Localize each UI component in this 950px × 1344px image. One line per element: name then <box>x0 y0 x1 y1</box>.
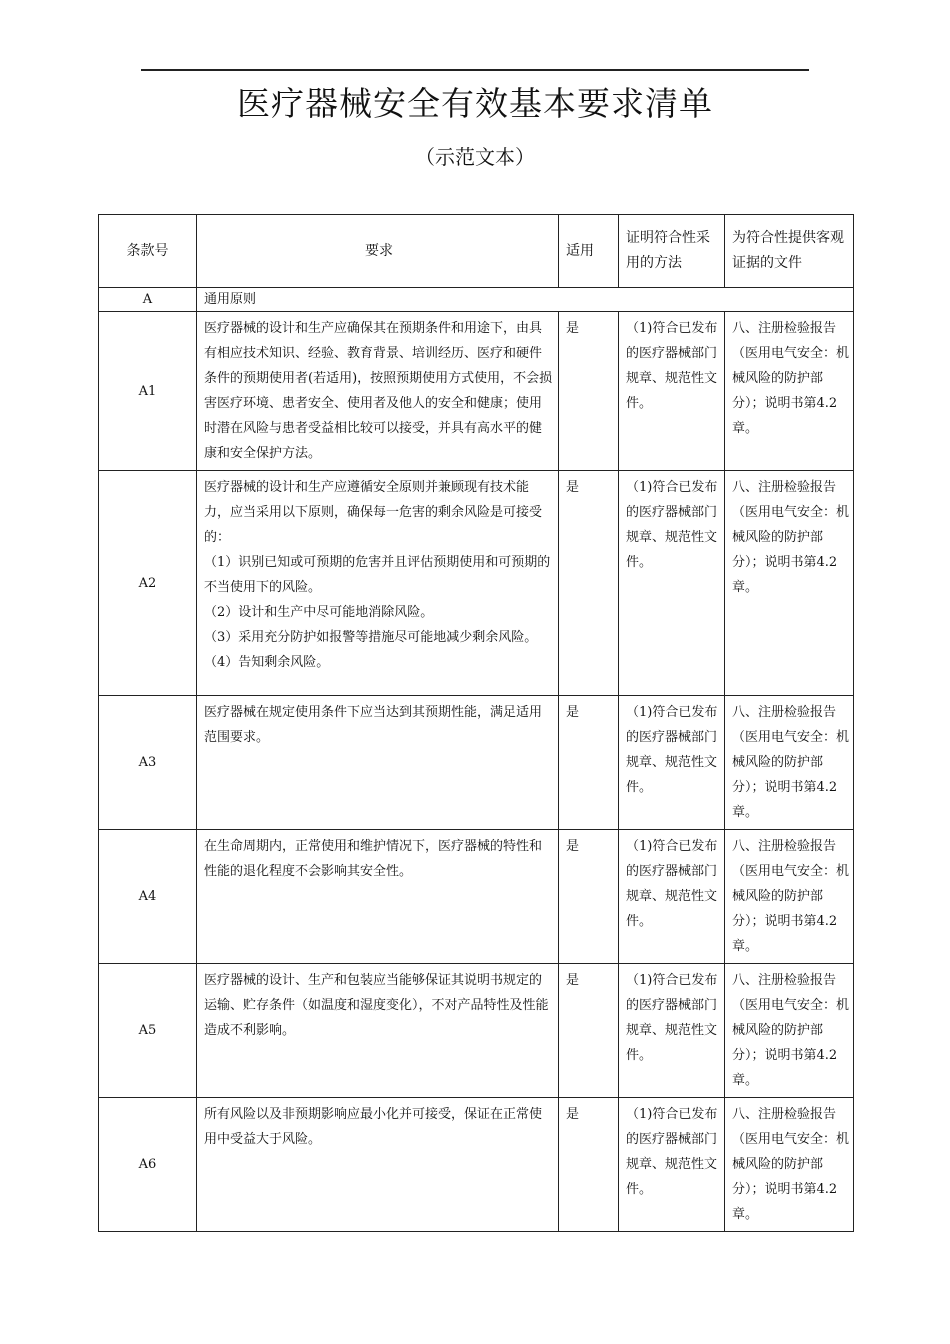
requirement-line: 在生命周期内，正常使用和维护情况下，医疗器械的特性和性能的退化程度不会影响其安全性。 <box>204 839 543 879</box>
evidence-text: 八、注册检验报告（医用电气安全：机械风险的防护部分）；说明书第4.2章。 <box>725 471 854 696</box>
table-row <box>99 696 854 830</box>
evidence-text: 八、注册检验报告（医用电气安全：机械风险的防护部分）；说明书第4.2章。 <box>725 964 854 1098</box>
applicable-value: 是 <box>559 312 619 471</box>
header-requirement: 要求 <box>197 215 559 288</box>
requirement-line: 所有风险以及非预期影响应最小化并可接受，保证在正常使用中受益大于风险。 <box>204 1107 543 1147</box>
clause-id: A1 <box>99 312 197 471</box>
header-clause: 条款号 <box>99 215 197 288</box>
clause-id: A2 <box>99 471 197 696</box>
requirement-text <box>197 830 559 964</box>
document-subtitle: （示范文本） <box>415 145 535 169</box>
requirements-table <box>98 214 854 1232</box>
table-row <box>99 964 854 1098</box>
applicable-value: 是 <box>559 830 619 964</box>
requirement-line: （2）设计和生产中尽可能地消除风险。 <box>204 605 434 620</box>
evidence-text: 八、注册检验报告（医用电气安全：机械风险的防护部分）；说明书第4.2章。 <box>725 1098 854 1232</box>
applicable-value: 是 <box>559 471 619 696</box>
requirement-line: 医疗器械在规定使用条件下应当达到其预期性能，满足适用范围要求。 <box>204 705 543 745</box>
applicable-value: 是 <box>559 964 619 1098</box>
requirement-line: 医疗器械的设计和生产应确保其在预期条件和用途下，由具有相应技术知识、经验、教育背景、培训经历、医疗和硬件条件的预期使用者(若适用)，按照预期使用方式使用，不会损害医疗环境、患者安全、使用者及他人的安全和健康；使用时潜在风险与患者受益相比较可以接受，并具有高水平的健康和安全保护方法。 <box>204 321 553 461</box>
requirement-line: （1）识别已知或可预期的危害并且评估预期使用和可预期的不当使用下的风险。 <box>204 555 551 595</box>
clause-id: A3 <box>99 696 197 830</box>
header-rule <box>141 69 809 71</box>
method-text: （1)符合已发布的医疗器械部门规章、规范性文件。 <box>619 471 725 696</box>
method-text: （1)符合已发布的医疗器械部门规章、规范性文件。 <box>619 696 725 830</box>
evidence-text: 八、注册检验报告（医用电气安全：机械风险的防护部分）；说明书第4.2章。 <box>725 696 854 830</box>
method-text: （1)符合已发布的医疗器械部门规章、规范性文件。 <box>619 312 725 471</box>
clause-id: A6 <box>99 1098 197 1232</box>
method-text: （1)符合已发布的医疗器械部门规章、规范性文件。 <box>619 830 725 964</box>
requirement-text <box>197 1098 559 1232</box>
requirement-line: 医疗器械的设计、生产和包装应当能够保证其说明书规定的运输、贮存条件（如温度和湿度变化），不对产品特性及性能造成不利影响。 <box>204 973 549 1038</box>
clause-id: A5 <box>99 964 197 1098</box>
clause-id: A4 <box>99 830 197 964</box>
section-row <box>99 288 854 312</box>
table-row <box>99 312 854 471</box>
requirement-line: （3）采用充分防护如报警等措施尽可能地减少剩余风险。 <box>204 630 538 645</box>
requirement-text <box>197 696 559 830</box>
applicable-value: 是 <box>559 1098 619 1232</box>
method-text: （1)符合已发布的医疗器械部门规章、规范性文件。 <box>619 964 725 1098</box>
requirement-text <box>197 312 559 471</box>
table-header-row <box>99 215 854 288</box>
document-title: 医疗器械安全有效基本要求清单 <box>237 84 713 123</box>
requirement-line: （4）告知剩余风险。 <box>204 655 330 670</box>
table-row <box>99 830 854 964</box>
header-method: 证明符合性采用的方法 <box>619 215 725 288</box>
requirement-text <box>197 964 559 1098</box>
method-text: （1)符合已发布的医疗器械部门规章、规范性文件。 <box>619 1098 725 1232</box>
requirement-text <box>197 471 559 696</box>
header-evidence: 为符合性提供客观证据的文件 <box>725 215 854 288</box>
table-row <box>99 1098 854 1232</box>
applicable-value: 是 <box>559 696 619 830</box>
requirement-line: 医疗器械的设计和生产应遵循安全原则并兼顾现有技术能力，应当采用以下原则，确保每一危害的剩余风险是可接受的： <box>204 480 543 545</box>
evidence-text: 八、注册检验报告（医用电气安全：机械风险的防护部分）；说明书第4.2章。 <box>725 830 854 964</box>
table-row <box>99 471 854 696</box>
section-label: 通用原则 <box>197 288 854 312</box>
evidence-text: 八、注册检验报告（医用电气安全：机械风险的防护部分）；说明书第4.2章。 <box>725 312 854 471</box>
header-applicable: 适用 <box>559 215 619 288</box>
section-id: A <box>99 288 197 312</box>
